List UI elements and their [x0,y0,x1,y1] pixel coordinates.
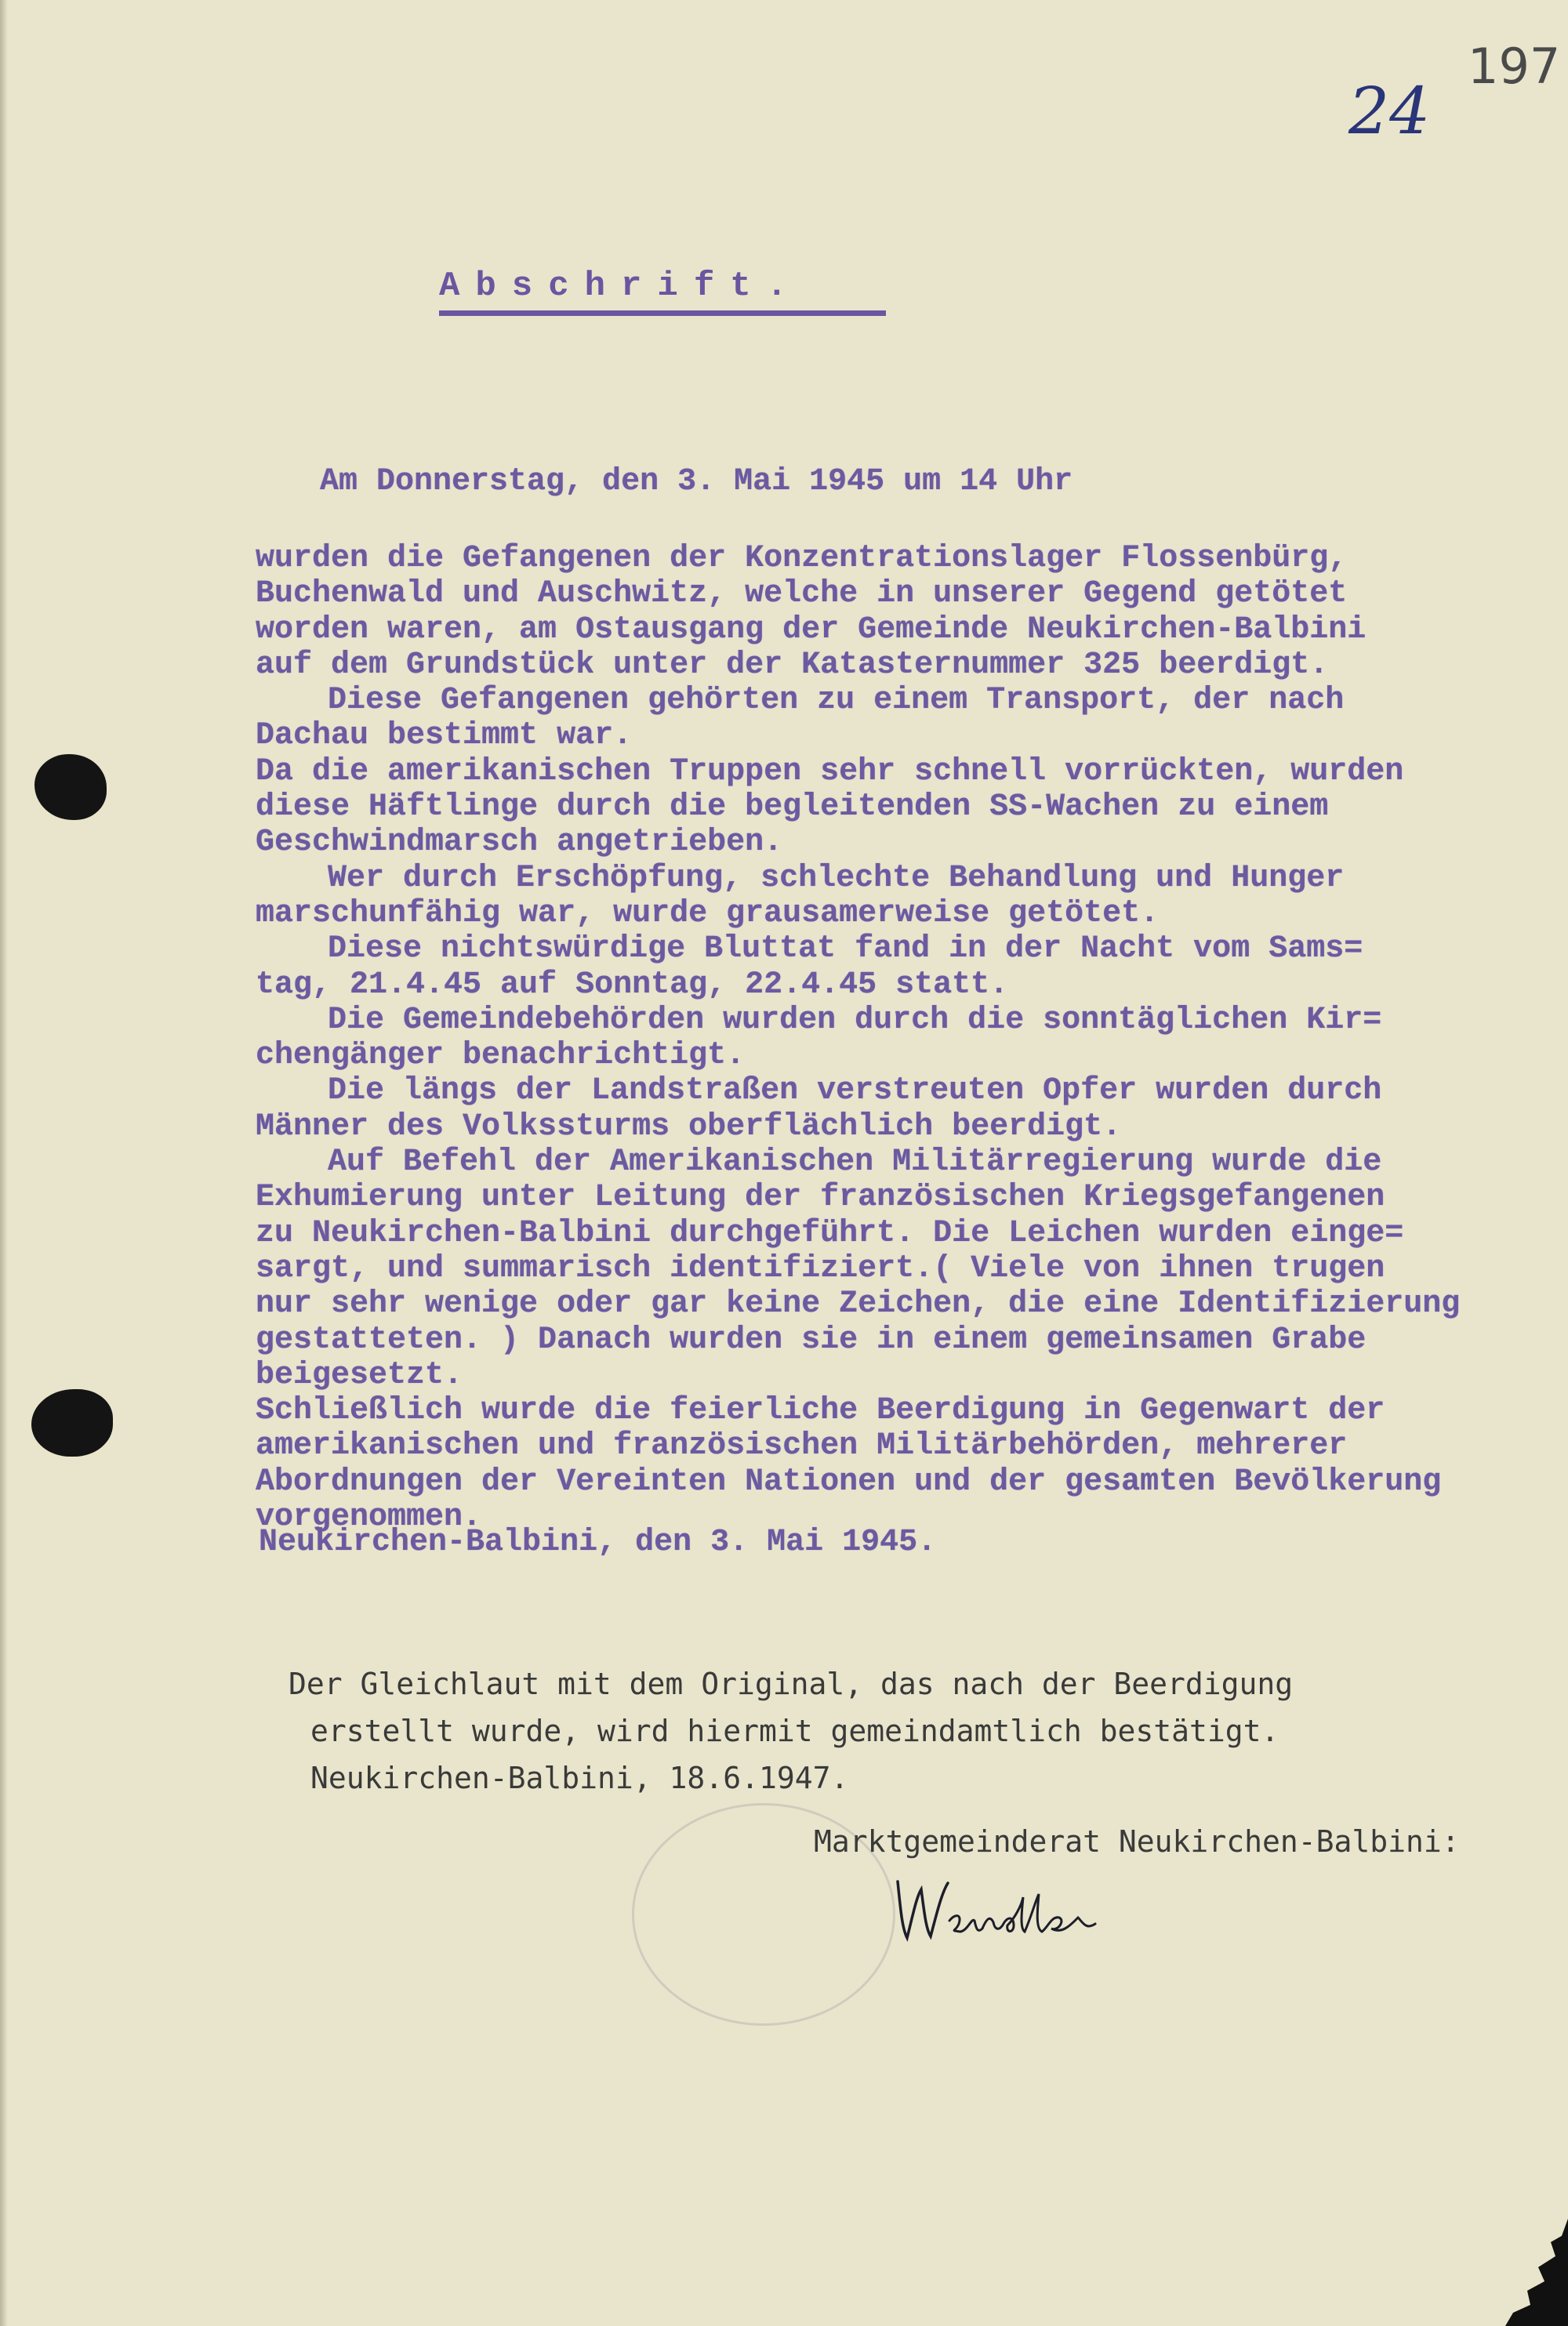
body-line: Auf Befehl der Amerikanischen Militärregierung wurde die [328,1145,1382,1181]
punch-hole-top [34,754,107,820]
paper-edge [0,0,8,2326]
body-line: amerikanischen und französischen Militärbehörden, mehrerer [256,1428,1348,1464]
body-text [256,541,1557,1535]
body-line: vorgenommen. [256,1500,482,1536]
body-line: chengänger benachrichtigt. [256,1038,746,1074]
body-line: Da die amerikanischen Truppen sehr schnell vorrückten, wurden [256,753,1404,789]
handwritten-number: 24 [1348,74,1431,149]
body-line: Geschwindmarsch angetrieben. [256,825,783,861]
confirmation-line: Der Gleichlaut mit dem Original, das nach der Beerdigung [289,1667,1294,1701]
body-line: Buchenwald und Auschwitz, welche in unserer Gegend getötet [256,576,1348,612]
body-line: wurden die Gefangenen der Konzentrationslager Flossenbürg, [256,541,1348,576]
body-line: Schließlich wurde die feierliche Beerdigung in Gegenwart der [256,1393,1385,1429]
handwritten-signature [890,1866,1109,1952]
body-line: Dachau bestimmt war. [256,718,633,754]
body-line: beigesetzt. [256,1357,463,1393]
body-line: nur sehr wenige oder gar keine Zeichen, die eine Identifizierung [256,1286,1461,1323]
confirmation-line: Neukirchen-Balbini, 18.6.1947. [310,1761,849,1795]
document-title: Abschrift. [439,267,886,316]
body-line: marschunfähig war, wurde grausamerweise getötet. [256,895,1160,931]
body-line: auf dem Grundstück unter der Katasternummer 325 beerdigt. [256,647,1329,683]
document-heading: Am Donnerstag, den 3. Mai 1945 um 14 Uhr [320,464,1073,499]
confirmation-block [289,1660,1293,1802]
body-line: Wer durch Erschöpfung, schlechte Behandlung und Hunger [328,860,1345,896]
body-line: zu Neukirchen-Balbini durchgeführt. Die Leichen wurden einge= [256,1215,1404,1251]
body-line: gestatteten. ) Danach wurden sie in einem gemeinsamen Grabe [256,1322,1367,1358]
body-line: diese Häftlinge durch die begleitenden SS-Wachen zu einem [256,789,1329,826]
body-line: Diese nichtswürdige Bluttat fand in der Nacht vom Sams= [328,931,1363,967]
council-line: Marktgemeinderat Neukirchen-Balbini: [814,1824,1460,1859]
body-line: Die Gemeindebehörden wurden durch die sonntäglichen Kir= [328,1002,1382,1038]
body-line: Männer des Volkssturms oberflächlich beerdigt. [256,1109,1122,1145]
body-line: Abordnungen der Vereinten Nationen und der gesamten Bevölkerung [256,1464,1442,1500]
closing-line: Neukirchen-Balbini, den 3. Mai 1945. [259,1525,937,1560]
body-line: Exhumierung unter Leitung der französischen Kriegsgefangenen [256,1180,1385,1216]
page-number: 197 [1468,38,1561,95]
torn-corner [1458,2219,1568,2326]
confirmation-line: erstellt wurde, wird hiermit gemeindamtlich bestätigt. [310,1714,1279,1748]
body-line: tag, 21.4.45 auf Sonntag, 22.4.45 statt. [256,967,1009,1003]
body-line: worden waren, am Ostausgang der Gemeinde Neukirchen-Balbini [256,611,1367,648]
body-line: Diese Gefangenen gehörten zu einem Transport, der nach [328,683,1345,719]
body-line: Die längs der Landstraßen verstreuten Opfer wurden durch [328,1073,1382,1109]
body-line: sargt, und summarisch identifiziert.( Viele von ihnen trugen [256,1250,1385,1286]
punch-hole-bottom [31,1389,113,1457]
